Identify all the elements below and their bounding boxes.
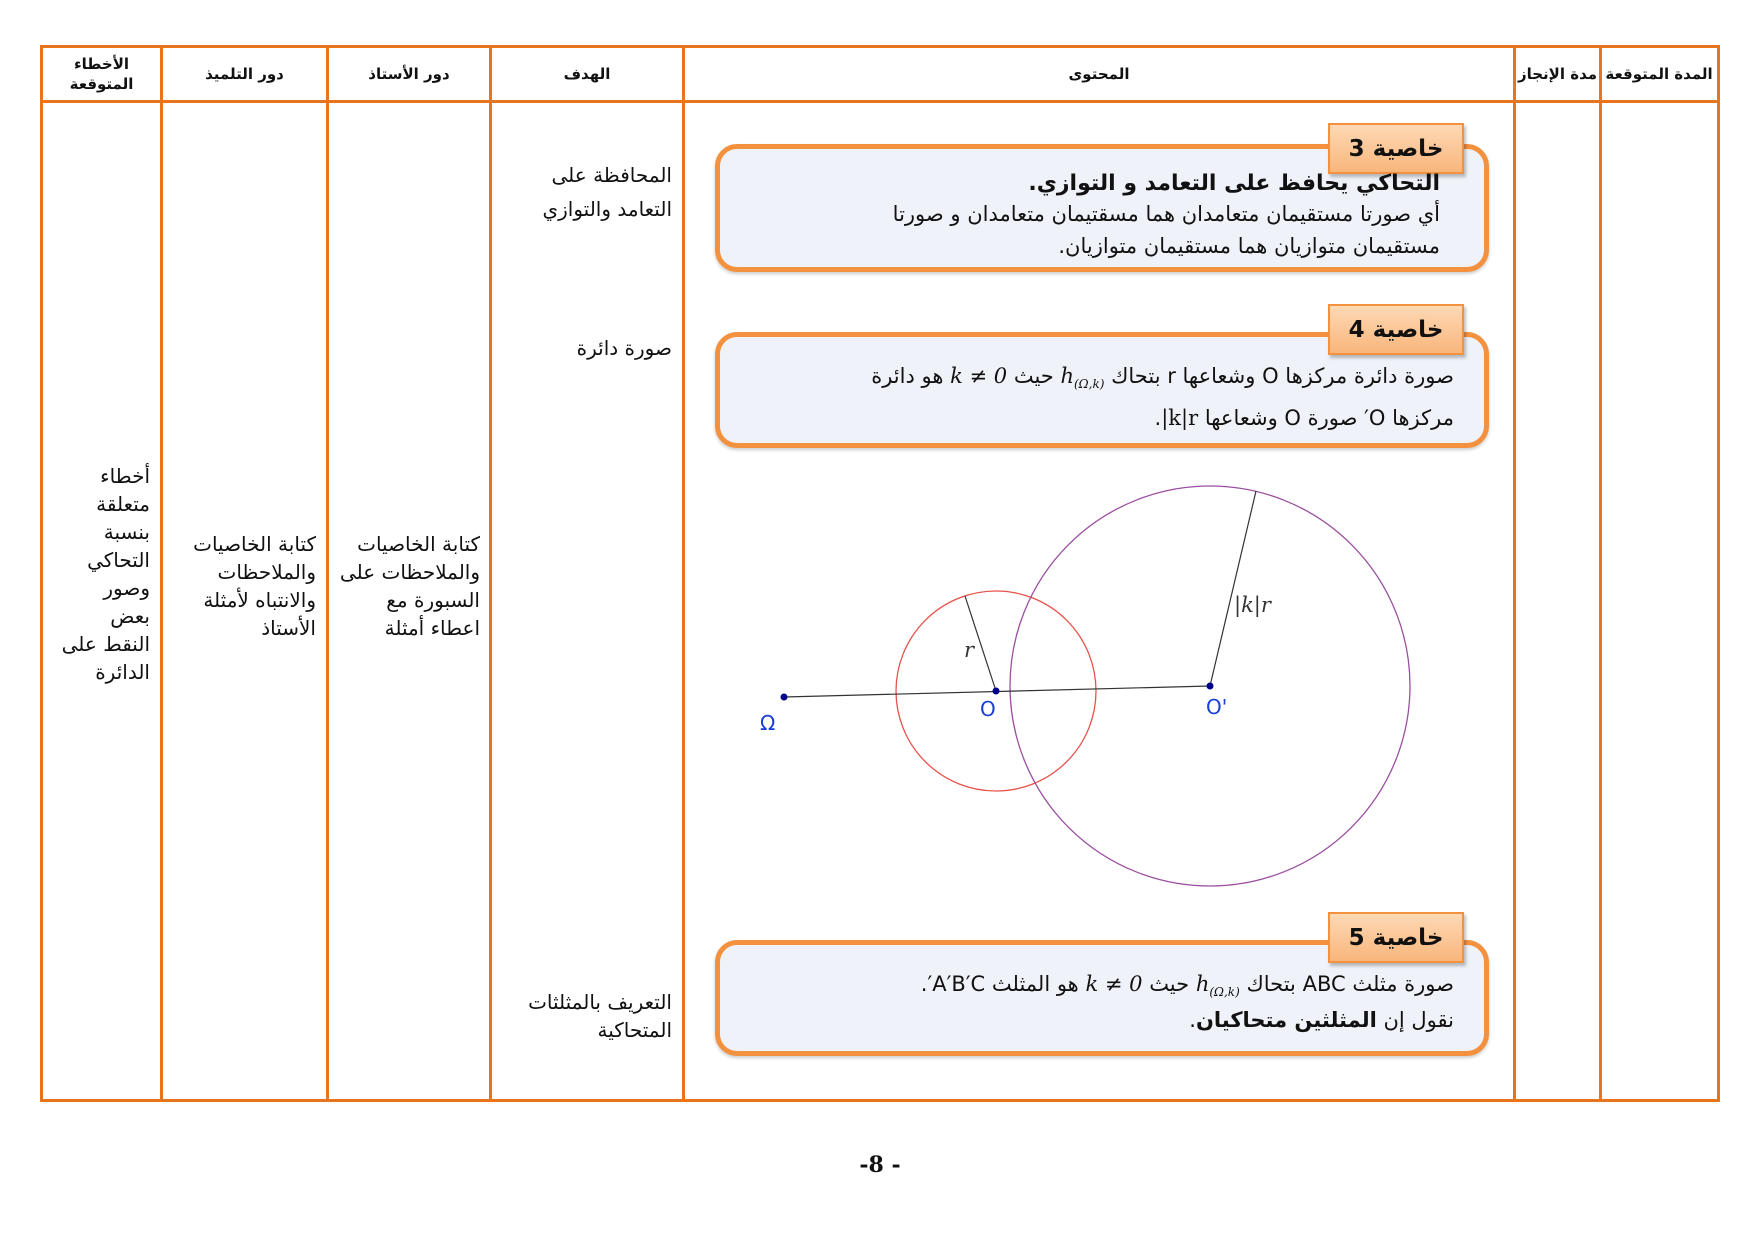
label-r: r — [964, 638, 975, 662]
point-o — [993, 688, 1000, 695]
h-letter: h — [1060, 364, 1074, 388]
where-word: حيث — [1149, 972, 1190, 996]
where-word: حيث — [1013, 364, 1054, 388]
property-5-tag: خاصية 5 — [1328, 912, 1464, 963]
label-kr: |k|r — [1234, 593, 1271, 617]
property-5-text-b: هو المثلث A′B′C′. — [920, 972, 1079, 996]
header-teacher-role: دور الأستاذ — [368, 65, 450, 83]
period: . — [1154, 406, 1162, 430]
abs-kr: |k|r — [1161, 406, 1199, 430]
page-number: -8 - — [859, 1152, 901, 1178]
objective-1: المحافظة على التعامد والتوازي — [542, 163, 672, 221]
similar-triangles-bold: المثلثين متحاكيان — [1195, 1008, 1377, 1032]
teacher-role-text: كتابة الخاصيات والملاحظات على السبورة مع اعطاء أمثلة — [339, 532, 480, 640]
header-expected-duration: المدة المتوقعة — [1605, 65, 1713, 83]
h-subscript: (Ω,k) — [1074, 377, 1105, 392]
h-subscript: (Ω,k) — [1209, 985, 1240, 1000]
k-condition: k ≠ 0 — [950, 364, 1008, 388]
property-3-line-2: مستقيمان متوازيان هما مستقيمان متوازيان. — [1058, 234, 1440, 258]
h-letter: h — [1195, 972, 1210, 996]
property-5-text-c: نقول إن — [1383, 1008, 1454, 1032]
header-objective: الهدف — [563, 65, 611, 83]
header-student-role: دور التلميذ — [205, 65, 284, 83]
header-expected-errors: الأخطاء المتوقعة — [69, 55, 134, 93]
property-5-line-1 — [740, 968, 1454, 1008]
property-3-tag: خاصية 3 — [1328, 123, 1464, 174]
point-omega — [781, 694, 788, 701]
label-omega: Ω — [760, 711, 776, 735]
property-4-text-a: صورة دائرة مركزها O وشعاعها r بتحاك — [1111, 364, 1454, 388]
property-4-tag: خاصية 4 — [1328, 304, 1464, 355]
property-3-line-1: أي صورتا مستقيمان متعامدان هما مسقتيمان متعامدان و صورتا — [892, 202, 1440, 226]
radius-kr — [1210, 491, 1256, 686]
objective-2: صورة دائرة — [576, 336, 672, 360]
k-condition: k ≠ 0 — [1085, 972, 1143, 996]
property-5-text-a: صورة مثلث ABC بتحاك — [1246, 972, 1454, 996]
property-5-line-2 — [740, 1004, 1454, 1036]
property-4-text-c: مركزها O′ صورة O وشعاعها — [1204, 406, 1454, 430]
period: . — [1189, 1008, 1196, 1032]
label-o-prime: O' — [1206, 695, 1228, 719]
property-4-text-b: هو دائرة — [871, 364, 944, 388]
property-3-title: التحاكي يحافظ على التعامد و التوازي. — [1028, 171, 1440, 196]
header-completion-duration: مدة الإنجاز — [1517, 65, 1598, 83]
objective-3: التعريف بالمثلثات المتحاكية — [528, 990, 672, 1042]
label-o: O — [980, 697, 996, 721]
homothety-symbol — [1195, 972, 1240, 1000]
student-role-text: كتابة الخاصيات والملاحظات والانتباه لأمثلة الأستاذ — [193, 532, 316, 640]
expected-errors-text: أخطاء متعلقة بنسبة التحاكي وصور بعض النقط على الدائرة — [61, 464, 150, 684]
header-content: المحتوى — [1068, 65, 1130, 83]
point-o-prime — [1207, 683, 1214, 690]
